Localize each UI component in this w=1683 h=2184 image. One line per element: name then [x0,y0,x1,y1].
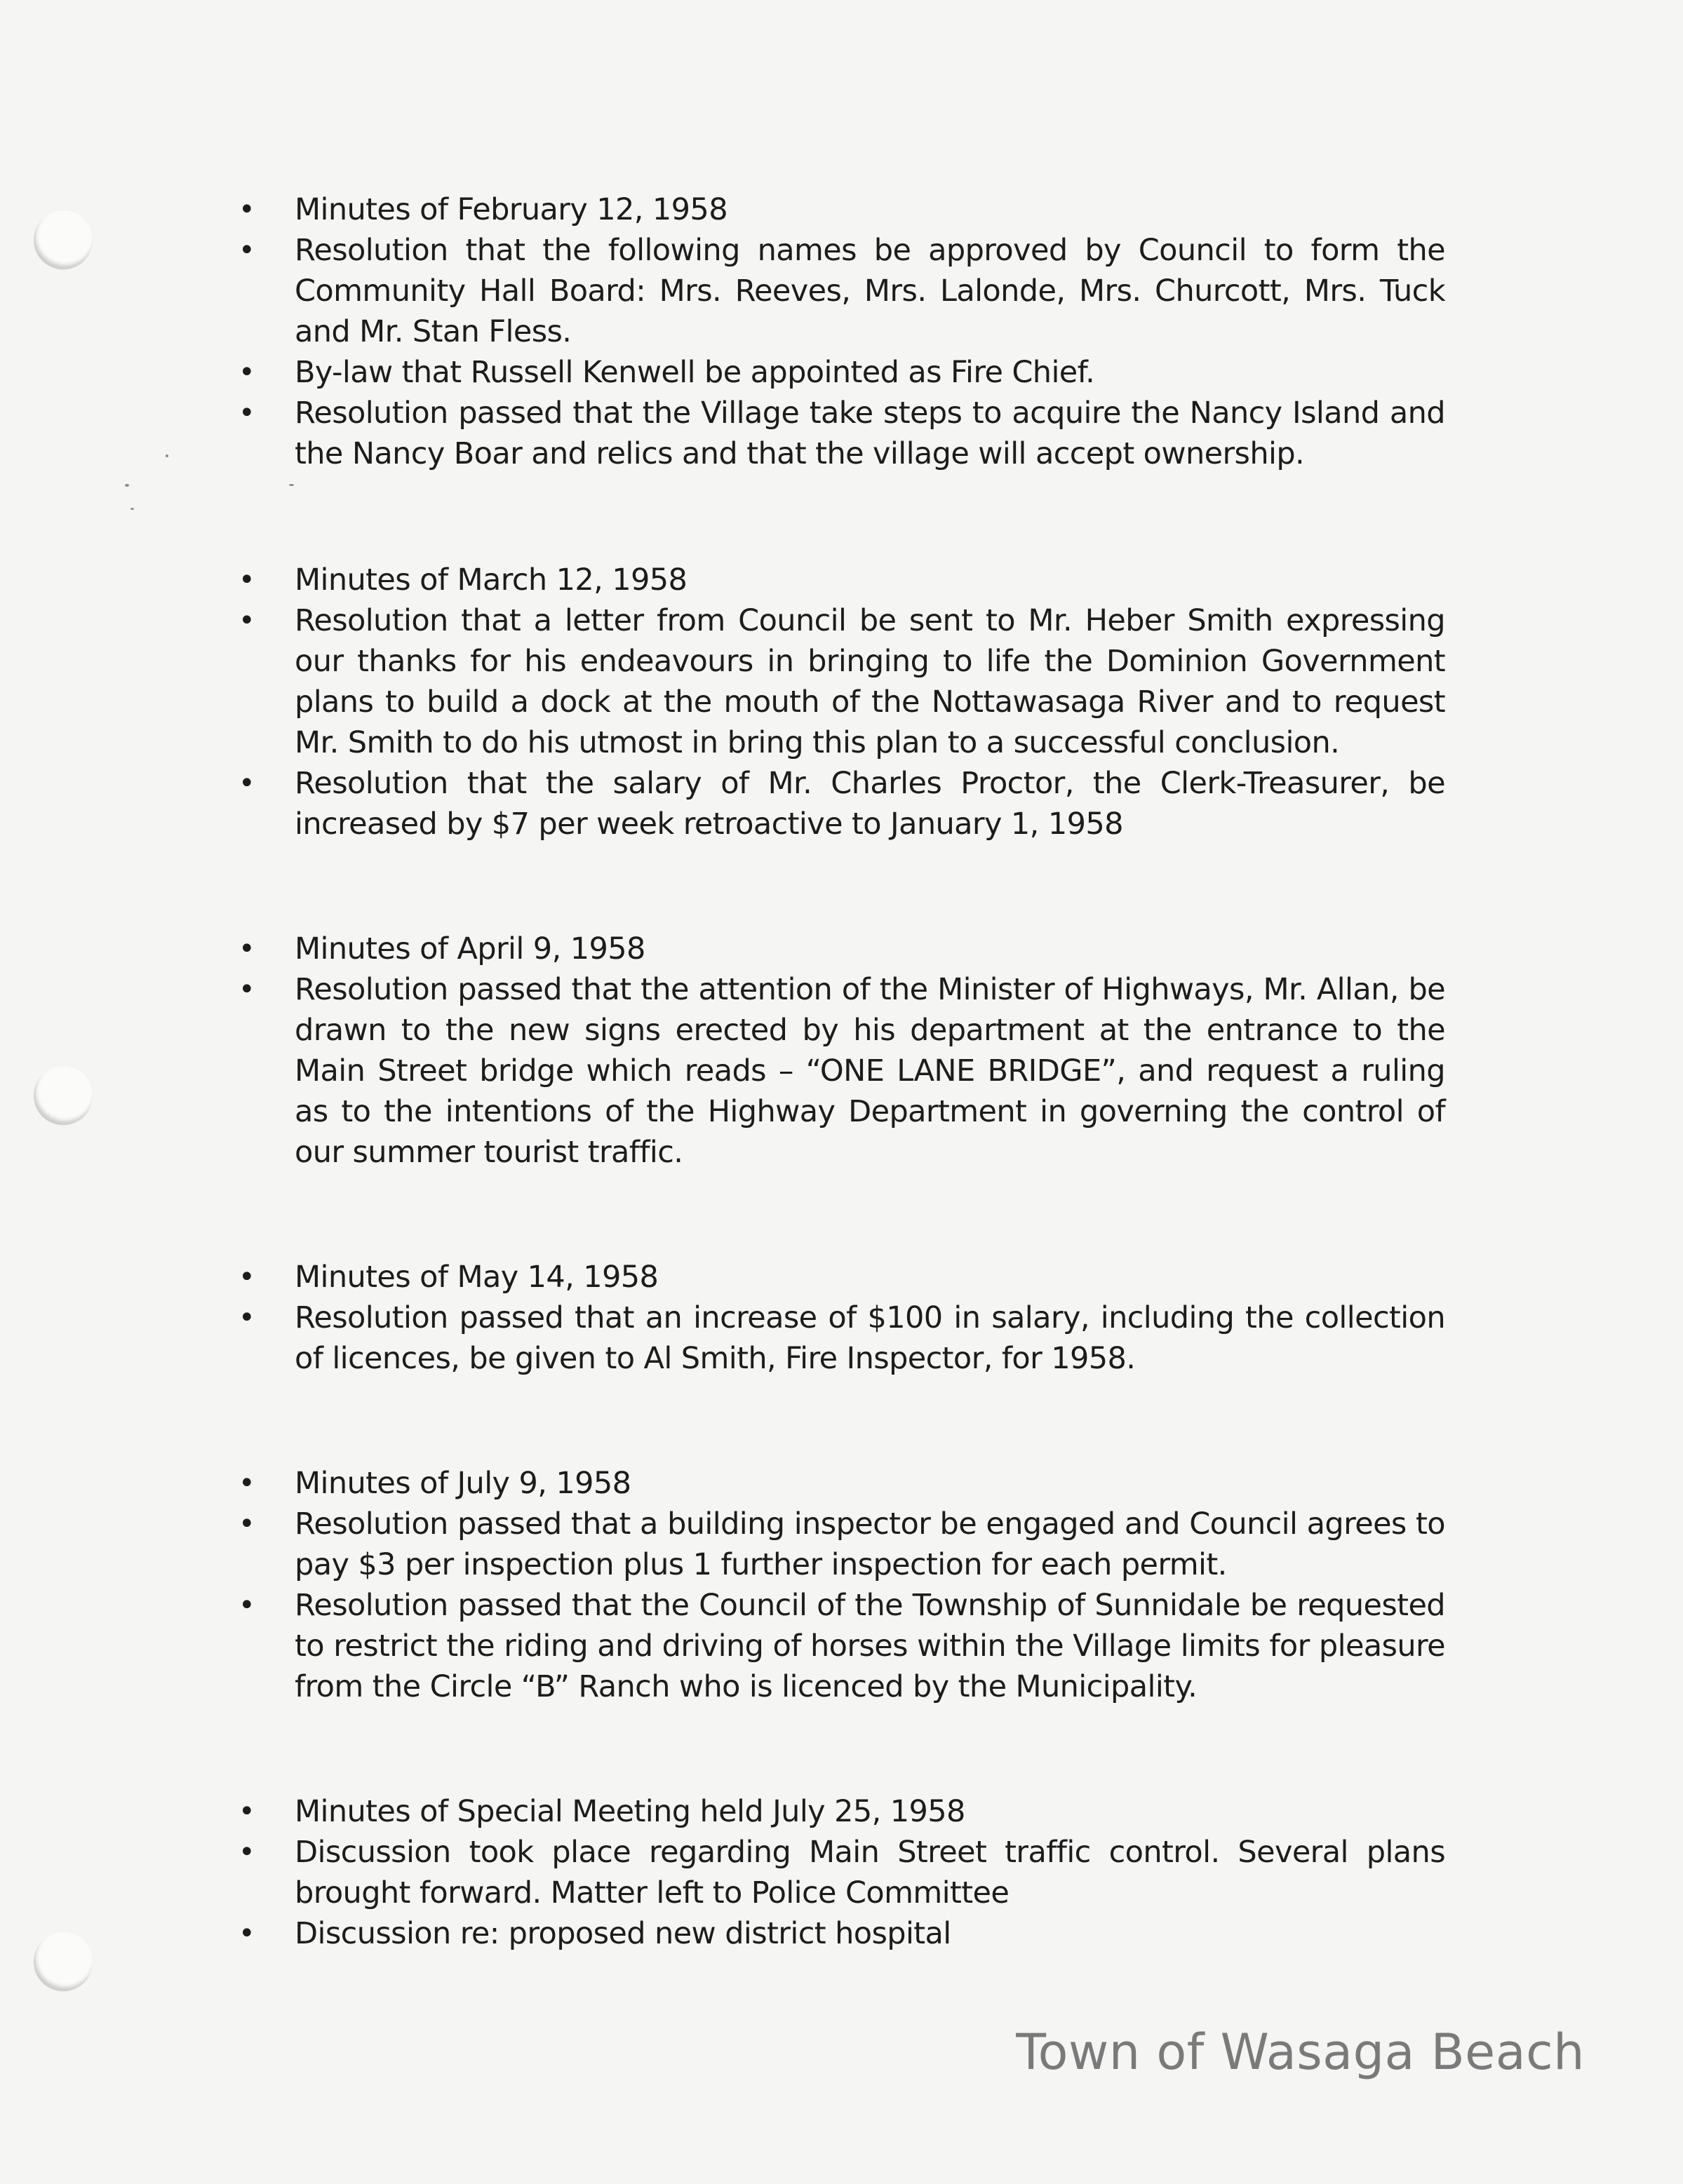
punch-hole [34,1066,93,1125]
list-item: • Discussion took place regarding Main Street traffic control. Several plans brought forward. Matter left to Police Committee [239,1832,1445,1913]
meeting-section-may-14 [239,1257,1445,1379]
list-item: • Minutes of May 14, 1958 [239,1257,1445,1297]
meeting-section-feb-12 [239,189,1445,474]
meeting-section-jul-9 [239,1463,1445,1707]
list-item: • Minutes of March 12, 1958 [239,560,1445,600]
list-item: • Resolution that a letter from Council be sent to Mr. Heber Smith expressing our thanks for his endeavours in bringing to life the Dominion Government plans to build a dock at the mouth of the Nottawasaga River and to request Mr. Smith to do his utmost in bring this plan to a successful conclusion. [239,600,1445,763]
list-item: • Minutes of July 9, 1958 [239,1463,1445,1504]
list-item: • By-law that Russell Kenwell be appointed as Fire Chief. [239,352,1445,393]
list-item: • Discussion re: proposed new district hospital [239,1913,1445,1954]
scan-speck [166,454,168,457]
list-item: • Resolution passed that the attention of the Minister of Highways, Mr. Allan, be drawn to the new signs erected by his department at the entrance to the Main Street bridge which reads – “ONE LANE BRIDGE”, and request a ruling as to the intentions of the Highway Department in governing the control of our summer tourist traffic. [239,969,1445,1173]
list-item: • Minutes of April 9, 1958 [239,929,1445,969]
list-item: • Resolution that the salary of Mr. Charles Proctor, the Clerk-Treasurer, be increased by $7 per week retroactive to January 1, 1958 [239,763,1445,844]
meeting-section-jul-25-special [239,1791,1445,1954]
meeting-section-mar-12 [239,560,1445,844]
list-item: • Resolution that the following names be approved by Council to form the Community Hall Board: Mrs. Reeves, Mrs. Lalonde, Mrs. Churcott, Mrs. Tuck and Mr. Stan Fless. [239,230,1445,352]
meeting-section-apr-9 [239,929,1445,1173]
list-item: • Minutes of Special Meeting held July 25, 1958 [239,1791,1445,1832]
list-item: • Minutes of February 12, 1958 [239,189,1445,230]
list-item: • Resolution passed that a building inspector be engaged and Council agrees to pay $3 per inspection plus 1 further inspection for each permit. [239,1504,1445,1585]
punch-hole [34,1932,93,1991]
punch-hole [34,210,93,269]
watermark: Town of Wasaga Beach [1016,2023,1585,2081]
minutes-summary [239,189,1445,1954]
scan-speck [130,508,134,510]
list-item: • Resolution passed that the Village take steps to acquire the Nancy Island and the Nancy Boar and relics and that the village will accept ownership. [239,393,1445,474]
list-item: • Resolution passed that the Council of the Township of Sunnidale be requested to restrict the riding and driving of horses within the Village limits for pleasure from the Circle “B” Ranch who is licenced by the Municipality. [239,1585,1445,1707]
scan-speck [125,484,129,487]
list-item: • Resolution passed that an increase of $100 in salary, including the collection of licences, be given to Al Smith, Fire Inspector, for 1958. [239,1297,1445,1379]
